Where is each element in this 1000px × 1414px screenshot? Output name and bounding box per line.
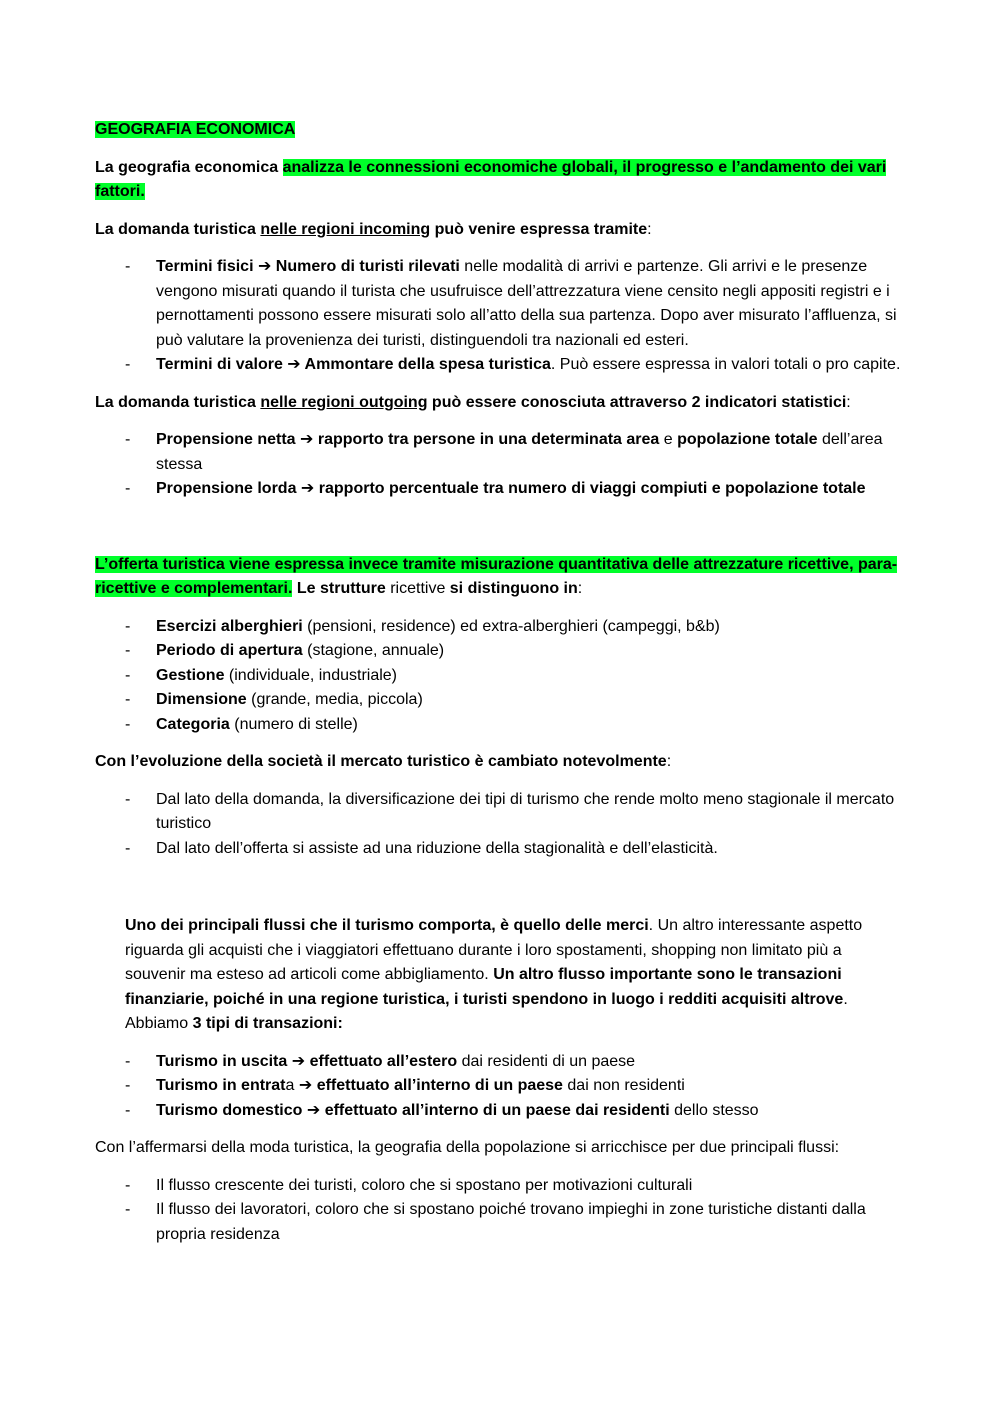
list-item: - Turismo in uscita ➔ effettuato all’estero dai residenti di un paese [95,1050,905,1075]
evoluzione-list [95,788,905,862]
list-item: - Dal lato dell’offerta si assiste ad una riduzione della stagionalità e dell’elasticità. [95,837,905,862]
list-item: - Termini fisici ➔ Numero di turisti rilevati nelle modalità di arrivi e partenze. Gli arrivi e le presenze vengono misurati quando il turista che usufruisce dell’attrezzatura viene censito negli appositi registri e i pernottamenti possono essere misurati solo all’atto della sua partenza. Dopo aver misurato l’affluenza, si può valutare la provenienza dei turisti, distinguendoli tra nazionali ed esteri. [95,255,905,353]
list-item: - Turismo in entrata ➔ effettuato all’interno di un paese dai non residenti [95,1074,905,1099]
list-item: - Termini di valore ➔ Ammontare della spesa turistica. Può essere espressa in valori totali o pro capite. [95,353,905,378]
spacer [95,874,905,914]
arrow-right-icon: ➔ [298,1077,313,1094]
list-item: - Il flusso dei lavoratori, coloro che si spostano poiché trovano impieghi in zone turistiche distanti dalla propria residenza [95,1198,905,1247]
flussi-paragraph: Uno dei principali flussi che il turismo comporta, è quello delle merci. Un altro interessante aspetto riguarda gli acquisti che i viaggiatori effettuano durante i loro spostamenti, shopping non limitato più a souvenir ma esteso ad articoli come abbigliamento. Un altro flusso importante sono le transazioni finanziarie, poiché in una regione turistica, i turisti spendono in luogo i redditi acquisiti altrove. Abbiamo 3 tipi di transazioni: [125,917,863,1032]
list-item: - Categoria (numero di stelle) [95,713,905,738]
intro-paragraph: La geografia economica analizza le connessioni economiche globali, il progresso e l’andamento dei vari fattori. [95,158,887,200]
moda-paragraph: Con l’affermarsi della moda turistica, la geografia della popolazione si arricchisce per due principali flussi: [95,1139,840,1156]
list-item: - Propensione lorda ➔ rapporto percentuale tra numero di viaggi compiuti e popolazione totale [95,477,905,502]
arrow-right-icon: ➔ [306,1101,321,1119]
list-item: - Esercizi alberghieri (pensioni, residence) ed extra-alberghieri (campeggi, b&b) [95,615,905,640]
document-content [95,118,905,1260]
list-item: - Il flusso crescente dei turisti, coloro che si spostano per motivazioni culturali [95,1174,905,1199]
arrow-right-icon: ➔ [257,258,272,275]
incoming-list [95,255,905,378]
outgoing-lead: La domanda turistica nelle regioni outgoing può essere conosciuta attraverso 2 indicatori statistici: [95,393,851,411]
arrow-right-icon: ➔ [291,1052,306,1070]
transazioni-list [95,1050,905,1124]
list-item: - Turismo domestico ➔ effettuato all’interno di un paese dai residenti dello stesso [95,1099,905,1124]
arrow-right-icon: ➔ [287,356,301,373]
outgoing-list [95,428,905,502]
arrow-right-icon: ➔ [300,431,314,448]
spacer [95,515,905,553]
arrow-right-icon: ➔ [300,480,315,497]
list-item: - Dal lato della domanda, la diversificazione dei tipi di turismo che rende molto meno stagionale il mercato turistico [95,788,905,837]
list-item: - Dimensione (grande, media, piccola) [95,688,905,713]
offerta-list [95,615,905,738]
moda-list [95,1174,905,1248]
evoluzione-lead: Con l’evoluzione della società il mercato turistico è cambiato notevolmente: [95,753,672,770]
list-item: - Periodo di apertura (stagione, annuale) [95,639,905,664]
offerta-paragraph: L’offerta turistica viene espressa invece tramite misurazione quantitativa delle attrezzature ricettive, para-ricettive e complementari. Le strutture ricettive si distinguono in: [95,555,898,597]
list-item: - Propensione netta ➔ rapporto tra persone in una determinata area e popolazione totale dell’area stessa [95,428,905,477]
incoming-lead: La domanda turistica nelle regioni incoming può venire espressa tramite: [95,220,652,238]
list-item: - Gestione (individuale, industriale) [95,664,905,689]
document-title: GEOGRAFIA ECONOMICA [95,121,296,138]
